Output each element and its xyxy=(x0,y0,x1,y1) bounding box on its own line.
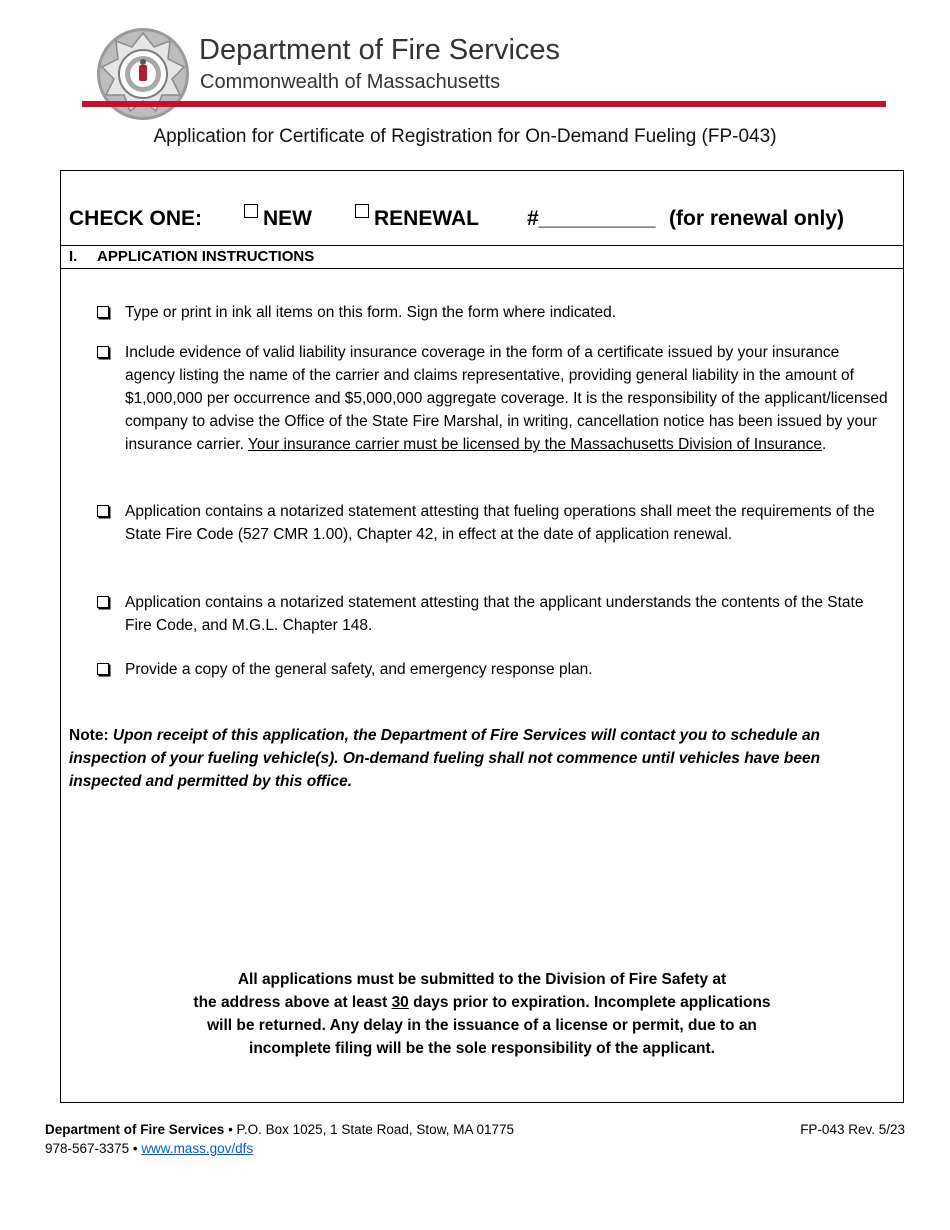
checkbox-icon[interactable] xyxy=(97,596,109,608)
section-number: I. xyxy=(69,248,78,265)
checkbox-icon[interactable] xyxy=(97,346,109,358)
footer-website-link[interactable]: www.mass.gov/dfs xyxy=(141,1141,254,1156)
footer-address: • P.O. Box 1025, 1 State Road, Stow, MA 01775 xyxy=(224,1122,514,1137)
header-rule xyxy=(82,101,886,107)
divider xyxy=(61,245,903,246)
closing-statement: All applications must be submitted to the Division of Fire Safety at the address above at least 30 days prior to expiration. Incomplete applications will be returned. Any delay in the issuance of a license or permit, due to an incomplete filing will be the sole responsibility of the applicant. xyxy=(193,971,771,1057)
footer-phone: 978-567-3375 • xyxy=(45,1141,142,1156)
section-heading xyxy=(69,248,314,265)
note-text: Upon receipt of this application, the Department of Fire Services will contact you to schedule an inspection of your fueling vehicle(s). On-demand fueling shall not commence until vehicles have been inspected and permitted by this office. xyxy=(69,727,821,790)
renewal-number-field[interactable]: #__________ xyxy=(527,207,656,230)
note-label: Note: xyxy=(69,727,109,744)
instruction-item xyxy=(97,658,891,681)
form-revision: FP-043 Rev. 5/23 xyxy=(800,1122,905,1137)
instruction-text: Include evidence of valid liability insurance coverage in the form of a certificate issued by your insurance agency listing the name of the carrier and claims representative, providing general liability in the amount of $1,000,000 per occurrence and $5,000,000 aggregate coverage. It is the responsibility of the applicant/licensed company to advise the Office of the State Fire Marshal, in writing, cancellation notice has been issued by your insurance carrier. Your insurance carrier must be licensed by the Massachusetts Division of Insurance. xyxy=(125,344,888,453)
instruction-text: Provide a copy of the general safety, and emergency response plan. xyxy=(125,661,593,678)
instruction-text: Application contains a notarized statement attesting that fueling operations shall meet the requirements of the State Fire Code (527 CMR 1.00), Chapter 42, in effect at the date of application renewal. xyxy=(125,503,875,543)
instruction-text: Type or print in ink all items on this form. Sign the form where indicated. xyxy=(125,304,617,321)
insurance-requirement: Your insurance carrier must be licensed by the Massachusetts Division of Insurance xyxy=(247,436,822,453)
renewal-note: (for renewal only) xyxy=(669,207,845,230)
footer-org: Department of Fire Services xyxy=(45,1122,225,1137)
instruction-item xyxy=(97,500,891,546)
form-title: Application for Certificate of Registration for On-Demand Fueling (FP-043) xyxy=(153,126,777,147)
instruction-item xyxy=(97,341,891,456)
section-title: APPLICATION INSTRUCTIONS xyxy=(97,248,315,265)
footer xyxy=(45,1120,905,1158)
instruction-item xyxy=(97,301,891,324)
checkbox-icon[interactable] xyxy=(97,306,109,318)
instruction-text: Application contains a notarized statement attesting that the applicant understands the contents of the State Fire Code, and M.G.L. Chapter 148. xyxy=(125,594,864,634)
form-frame xyxy=(60,170,904,1103)
new-label: NEW xyxy=(263,207,312,230)
checkbox-icon[interactable] xyxy=(97,505,109,517)
note-paragraph xyxy=(69,724,889,793)
checkbox-icon[interactable] xyxy=(97,663,109,675)
org-name: Department of Fire Services xyxy=(199,34,561,66)
new-checkbox[interactable] xyxy=(244,204,258,218)
renewal-checkbox[interactable] xyxy=(355,204,369,218)
instruction-item xyxy=(97,591,891,637)
days-value: 30 xyxy=(391,994,409,1011)
renewal-label: RENEWAL xyxy=(374,207,479,230)
divider xyxy=(61,268,903,269)
org-subtitle: Commonwealth of Massachusetts xyxy=(200,71,501,93)
check-one-label: CHECK ONE: xyxy=(69,207,203,230)
